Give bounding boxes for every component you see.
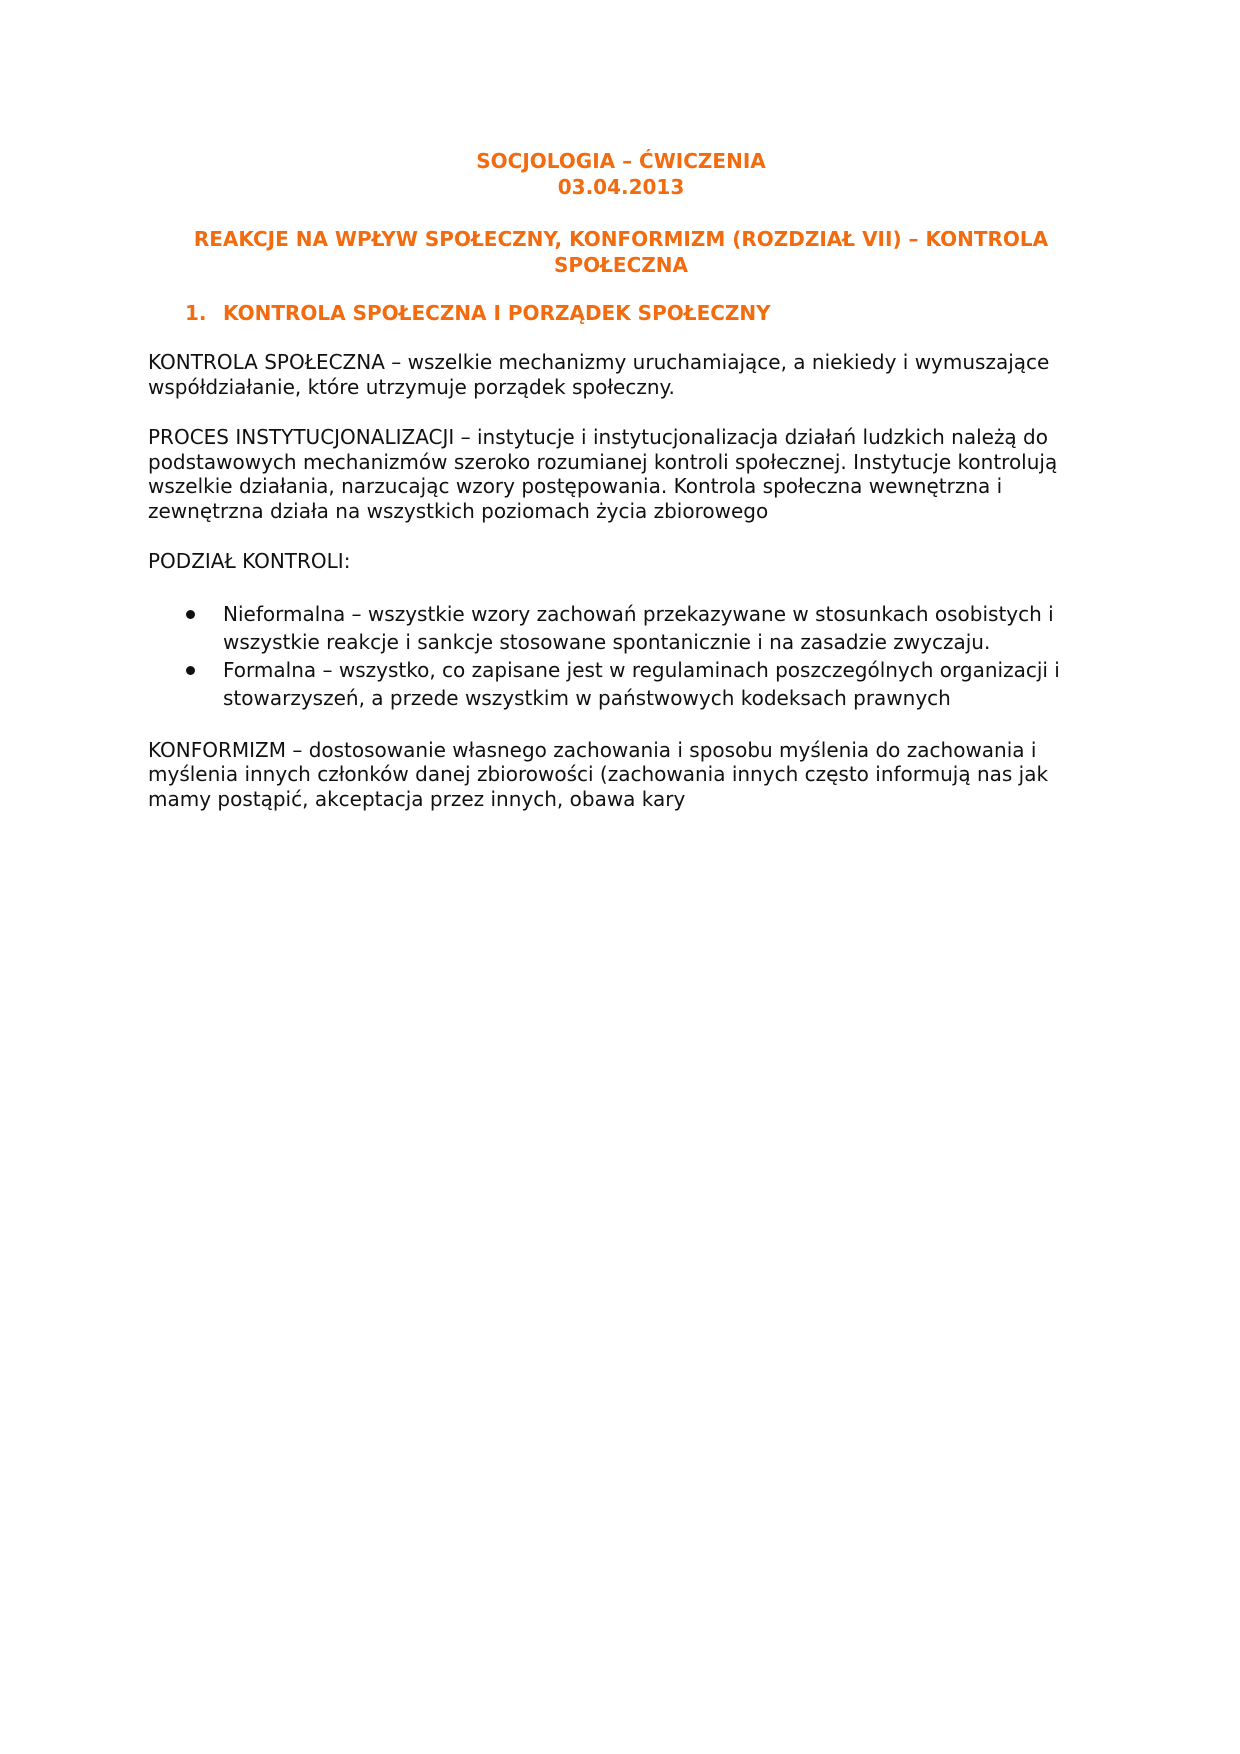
list-item xyxy=(148,600,1094,656)
paragraph-podzial: PODZIAŁ KONTROLI: xyxy=(148,549,351,573)
list-item-text: Formalna – wszystko, co zapisane jest w regulaminach poszczególnych organizacji i stowarzyszeń, a przede wszystkim w państwowych kodeksach prawnych xyxy=(223,657,1060,710)
title-date: 03.04.2013 xyxy=(557,175,685,199)
paragraph-kontrola: KONTROLA SPOŁECZNA – wszelkie mechanizmy uruchamiające, a niekiedy i wymuszające współdziałanie, które utrzymuje porządek społeczny. xyxy=(148,350,1050,399)
bullet-list xyxy=(148,600,1094,712)
paragraph-konformizm: KONFORMIZM – dostosowanie własnego zachowania i sposobu myślenia do zachowania i myślenia innych członków danej zbiorowości (zachowania innych często informują nas jak mamy postąpić, akceptacja przez innych, obawa kary xyxy=(148,737,1049,811)
section-title: KONTROLA SPOŁECZNA I PORZĄDEK SPOŁECZNY xyxy=(223,301,771,325)
section-number: 1. xyxy=(185,301,207,325)
bullet-icon xyxy=(186,610,195,619)
document-title xyxy=(148,148,1094,200)
document-subtitle: REAKCJE NA WPŁYW SPOŁECZNY, KONFORMIZM (ROZDZIAŁ VII) – KONTROLA SPOŁECZNA xyxy=(193,227,1049,277)
list-item xyxy=(148,656,1094,712)
section-heading xyxy=(185,300,1094,326)
list-item-text: Nieformalna – wszystkie wzory zachowań przekazywane w stosunkach osobistych i wszystkie reakcje i sankcje stosowane spontanicznie i na zasadzie zwyczaju. xyxy=(223,601,1054,654)
paragraph-proces: PROCES INSTYTUCJONALIZACJI – instytucje i instytucjonalizacja działań ludzkich należą do podstawowych mechanizmów szeroko rozumianej kontroli społecznej. Instytucje kontrolują wszelkie działania, narzucając wzory postępowania. Kontrola społeczna wewnętrzna i zewnętrzna działa na wszystkich poziomach życia zbiorowego xyxy=(148,425,1058,523)
bullet-icon xyxy=(186,666,195,675)
document-page xyxy=(148,148,1094,811)
title-line-1: SOCJOLOGIA – ĆWICZENIA xyxy=(476,149,766,173)
